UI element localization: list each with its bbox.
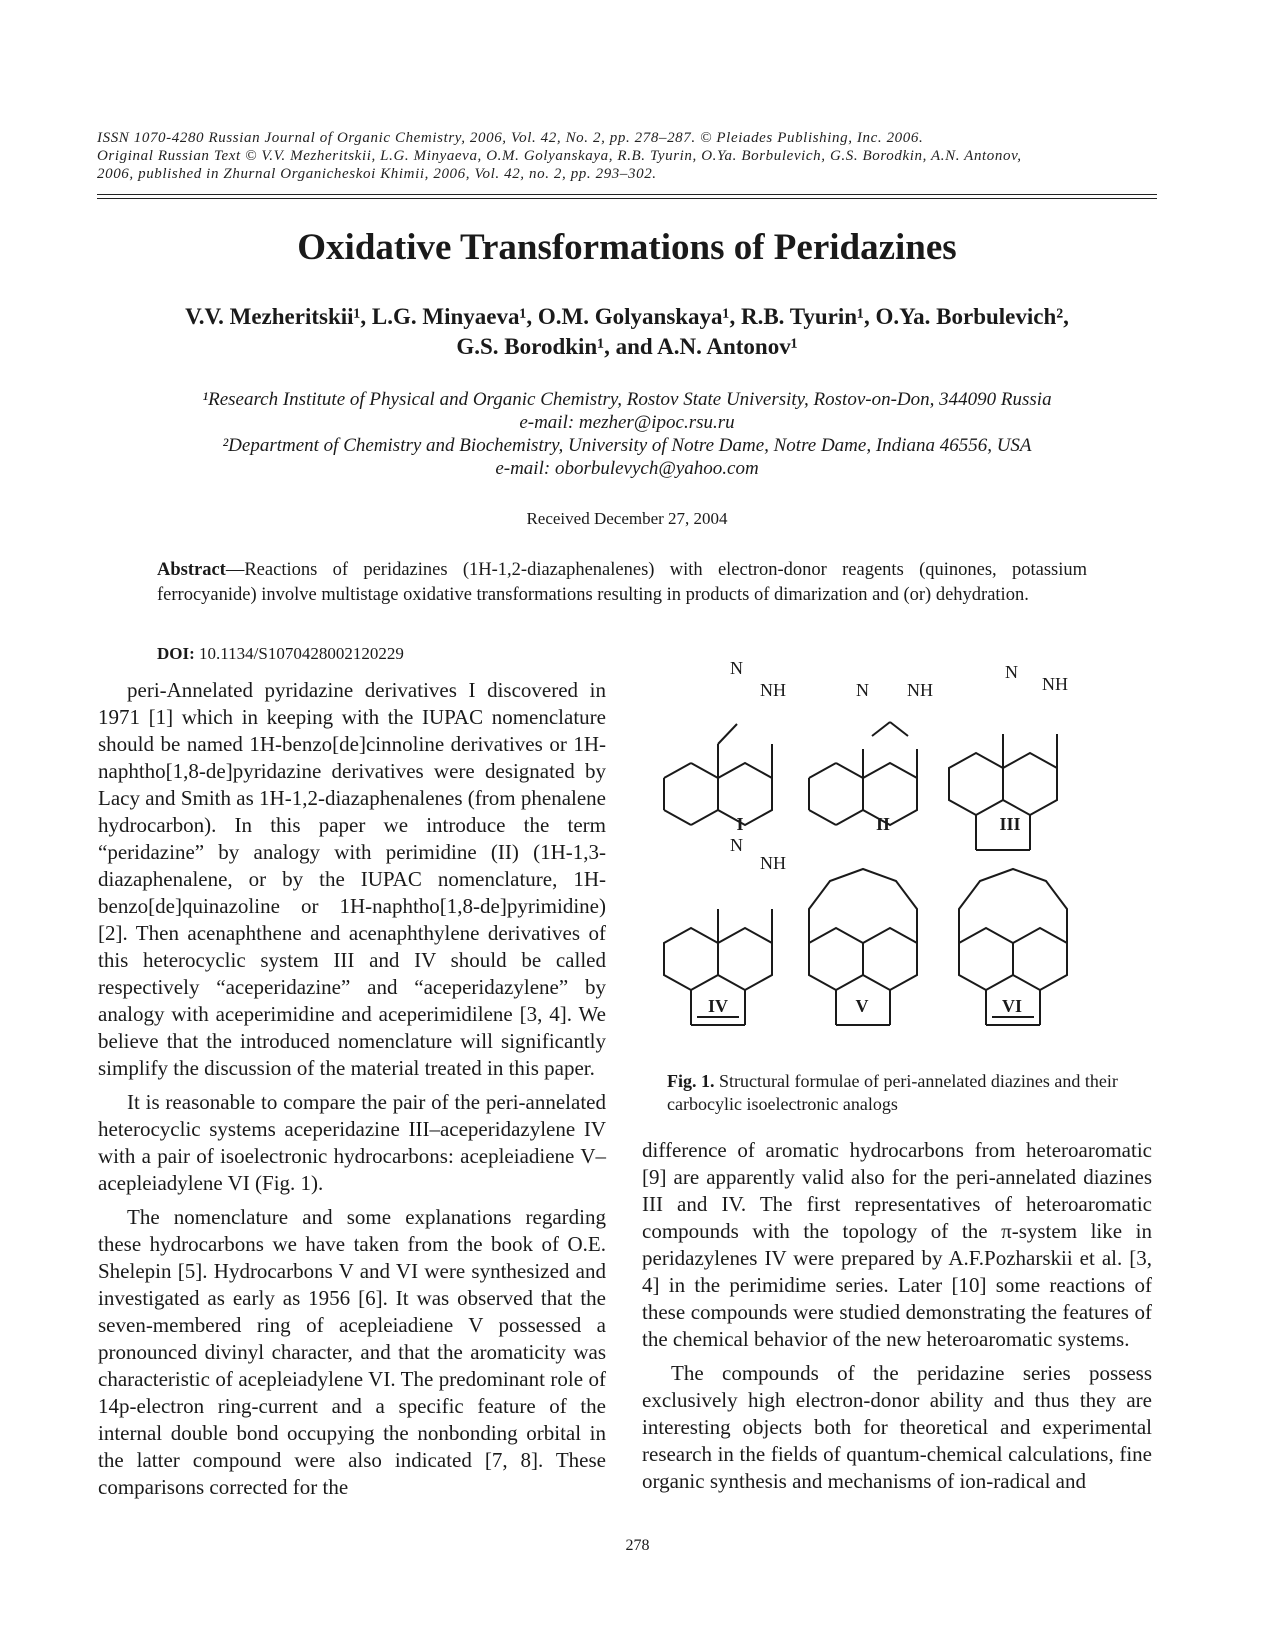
compound-label: IV — [707, 996, 729, 1016]
author-list — [97, 302, 1157, 362]
page-number: 278 — [625, 1537, 650, 1554]
abstract-label: Abstract — [157, 560, 226, 580]
figure-caption-text: Structural formulae of peri-annelated diazines and their carbocylic isoelectronic analogs — [667, 1071, 1118, 1114]
paragraph: It is reasonable to compare the pair of the peri-annelated heterocyclic systems aceperidazine III–aceperidazylene IV with a pair of isoelectronic hydrocarbons: acepleiadiene V–acepleiadylene VI (Fig. 1). — [98, 1090, 606, 1195]
received-date: Received December 27, 2004 — [526, 509, 728, 528]
affiliation-1: ¹Research Institute of Physical and Organic Chemistry, Rostov State University, Rostov-on-Don, 344090 Russia — [202, 389, 1052, 410]
paragraph: The nomenclature and some explanations regarding these hydrocarbons we have taken from the book of O.E. Shelepin [5]. Hydrocarbons V and VI were synthesized and investigated as early as 1956 [6]. It was observed that the seven-membered ring of acepleiadiene V possessed a pronounced divinyl character, and that the aromaticity was characteristic of acepleiadylene VI. The predominant role of 14p-electron ring-current and a specific feature of the internal double bond occupying the nonbonding orbital in the latter compound were also indicated [7, 8]. These comparisons corrected for the — [98, 1205, 606, 1499]
compound-label: II — [875, 814, 891, 834]
email-2: e-mail: oborbulevych@yahoo.com — [495, 458, 759, 479]
abstract — [157, 558, 1087, 608]
doi — [157, 644, 404, 664]
authors-line-1: V.V. Mezheritskii¹, L.G. Minyaeva¹, O.M. Golyanskaya¹, R.B. Tyurin¹, O.Ya. Borbulevich², — [185, 304, 1069, 329]
atom-label-N: N — [1005, 662, 1018, 682]
affiliation-2: ²Department of Chemistry and Biochemistry, University of Notre Dame, Notre Dame, Indiana 46556, USA — [222, 435, 1032, 456]
atom-label-N: N — [730, 835, 743, 855]
atom-label-NH: NH — [760, 853, 786, 873]
paragraph: The compounds of the peridazine series possess exclusively high electron-donor ability and thus they are interesting objects both for theoretical and experimental research in the fields of quantum-chemical calculations, fine organic synthesis and mechanisms of ion-radical and — [642, 1361, 1152, 1493]
compound-label: VI — [1001, 996, 1023, 1016]
header-rule — [97, 194, 1157, 195]
header-line-3: 2006, published in Zhurnal Organicheskoi Khimii, 2006, Vol. 42, no. 2, pp. 293–302. — [97, 166, 657, 182]
compound-label: V — [855, 996, 869, 1016]
abstract-text: —Reactions of peridazines (1H-1,2-diazaphenalenes) with electron-donor reagents (quinones, potassium ferrocyanide) involve multistage oxidative transformations resulting in products of dimarization and (or) dehydration. — [157, 560, 1087, 605]
atom-label-NH: NH — [1042, 674, 1068, 694]
journal-header — [97, 129, 1157, 183]
body-column-right — [642, 1137, 1152, 1495]
email-1: e-mail: mezher@ipoc.rsu.ru — [519, 412, 735, 433]
atom-label-N: N — [730, 658, 743, 678]
authors-line-2: G.S. Borodkin¹, and A.N. Antonov¹ — [456, 334, 798, 359]
figure-caption-label: Fig. 1. — [667, 1071, 715, 1091]
compound-label: III — [999, 814, 1021, 834]
paper-title: Oxidative Transformations of Peridazines — [297, 227, 957, 268]
structure-II — [809, 722, 917, 825]
atom-label-N: N — [856, 680, 869, 700]
header-line-2: Original Russian Text © V.V. Mezheritskii, L.G. Minyaeva, O.M. Golyanskaya, R.B. Tyurin, O.Ya. Borbulevich, G.S. Borodkin, A.N. Antonov, — [97, 148, 1022, 164]
header-line-1: ISSN 1070-4280 Russian Journal of Organic Chemistry, 2006, Vol. 42, No. 2, pp. 278–287. © Pleiades Publishing, Inc. 2006. — [97, 130, 924, 146]
structure-I — [664, 724, 772, 825]
paragraph: peri-Annelated pyridazine derivatives I discovered in 1971 [1] which in keeping with the IUPAC nomenclature should be named 1H-benzo[de]cinnoline derivatives or 1H-naphtho[1,8-de]pyridazine derivatives were designated by Lacy and Smith as 1H-1,2-diazaphenalenes (from phenalene hydrocarbon). In this paper we introduce the term “peridazine” by analogy with perimidine (II) (1H-1,3-diazaphenalene, or by the IUPAC nomenclature, 1H-benzo[de]quinazoline or 1H-naphtho[1,8-de]pyrimidine) [2]. Then acenaphthene and acenaphthylene derivatives of this heterocyclic system III and IV should be called respectively “aceperidazine” and “aceperidazylene” by analogy with aceperimidine and aceperimidilene [3, 4]. We believe that the introduced nomenclature will significantly simplify the discussion of the material treated in this paper. — [98, 678, 606, 1080]
body-column-left — [98, 677, 606, 1501]
atom-label-NH: NH — [907, 680, 933, 700]
figure-structures — [660, 658, 1150, 1064]
paragraph: difference of aromatic hydrocarbons from heteroaromatic [9] are apparently valid also for the peri-annelated diazines III and IV. The first representatives of heteroaromatic compounds with the topology of the π-system like in peridazylenes IV were prepared by A.F.Pozharskii et al. [3, 4] in the perimidime series. Later [10] some reactions of these compounds were studied demonstrating the features of the chemical behavior of the new heteroaromatic systems. — [642, 1138, 1152, 1351]
doi-label: DOI: — [157, 644, 195, 663]
doi-value: 10.1134/S1070428002120229 — [199, 644, 404, 663]
affiliations — [97, 388, 1157, 480]
figure-caption — [667, 1070, 1147, 1116]
compound-label: I — [736, 814, 744, 834]
header-rule-double — [97, 198, 1157, 199]
atom-label-NH: NH — [760, 680, 786, 700]
